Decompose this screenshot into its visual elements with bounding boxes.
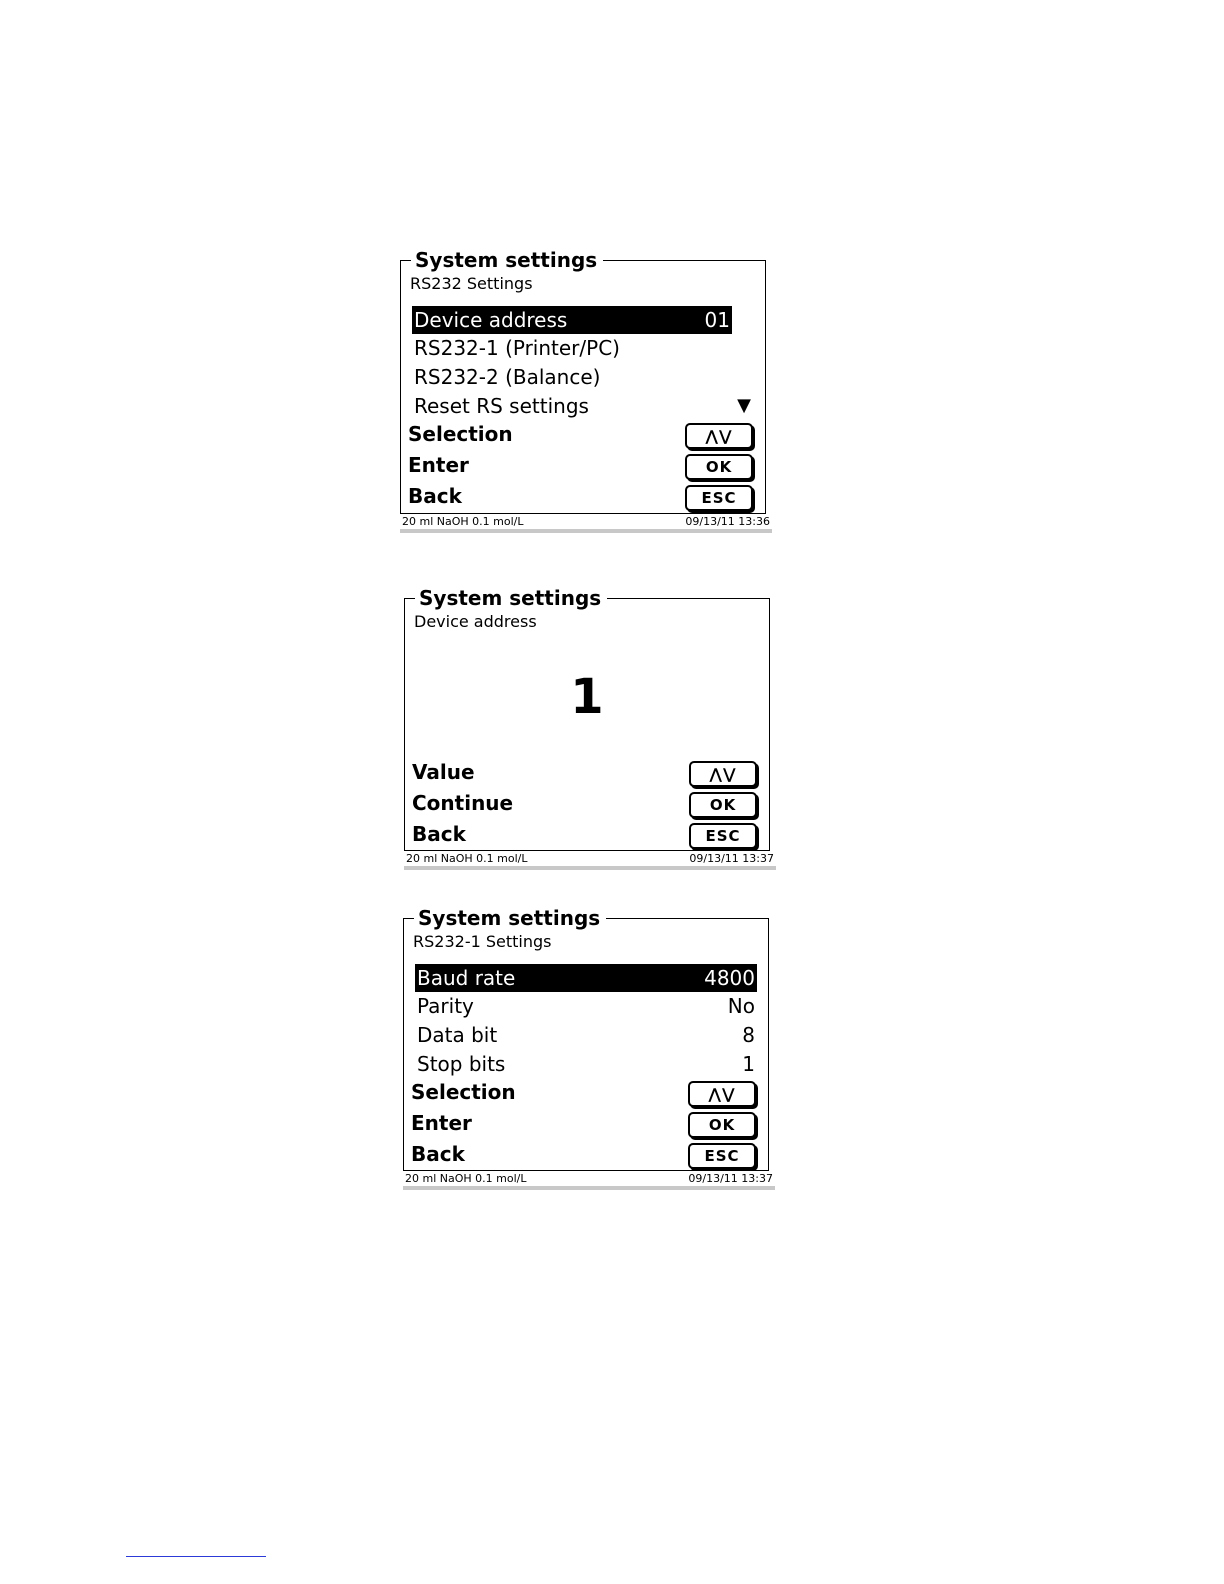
menu-item-value: 8 <box>742 1023 755 1047</box>
menu-item-stop-bits[interactable] <box>415 1050 757 1078</box>
menu-item-value: 01 <box>704 308 730 332</box>
screen-frame <box>404 586 770 851</box>
key-label-back: Back <box>412 822 466 846</box>
menu-item-value: 1 <box>742 1052 755 1076</box>
menu-item-rs232-2[interactable] <box>412 363 732 391</box>
menu-item-baud-rate[interactable] <box>415 964 757 992</box>
status-reagent: 20 ml NaOH 0.1 mol/L <box>402 515 524 528</box>
ok-key-button[interactable]: OK <box>688 1112 756 1138</box>
menu-item-label: Data bit <box>417 1023 498 1047</box>
menu-item-label: Device address <box>414 308 568 332</box>
device-address-value: 1 <box>570 669 604 725</box>
menu-item-parity[interactable] <box>415 992 757 1020</box>
esc-key-button[interactable]: ESC <box>689 823 757 849</box>
menu-item-reset-rs-settings[interactable] <box>412 392 732 420</box>
scroll-down-icon: ▼ <box>737 395 751 416</box>
key-label-back: Back <box>408 484 462 508</box>
key-label-value: Value <box>412 760 475 784</box>
status-bar <box>403 1172 775 1190</box>
ok-key-button[interactable]: OK <box>689 792 757 818</box>
status-reagent: 20 ml NaOH 0.1 mol/L <box>405 1172 527 1185</box>
status-bar <box>404 852 776 870</box>
screen-subtitle: Device address <box>414 612 537 631</box>
menu-item-label: Parity <box>417 994 474 1018</box>
menu-item-device-address[interactable] <box>412 306 732 334</box>
esc-key-button[interactable]: ESC <box>685 485 753 511</box>
screen-frame <box>403 906 769 1171</box>
key-label-continue: Continue <box>412 791 514 815</box>
up-down-key-button[interactable]: ⋀⋁ <box>689 761 757 787</box>
screen-subtitle: RS232-1 Settings <box>413 932 552 951</box>
menu-item-rs232-1[interactable] <box>412 334 732 362</box>
key-label-back: Back <box>411 1142 465 1166</box>
key-label-selection: Selection <box>408 422 513 446</box>
screen-title: System settings <box>411 249 603 271</box>
menu-item-value: 4800 <box>704 966 755 990</box>
menu-item-label: Baud rate <box>417 966 516 990</box>
status-datetime: 09/13/11 13:37 <box>688 1172 773 1185</box>
screen-title: System settings <box>415 587 607 609</box>
key-label-selection: Selection <box>411 1080 516 1104</box>
ok-key-button[interactable]: OK <box>685 454 753 480</box>
status-bar <box>400 515 772 533</box>
menu-item-value: No <box>727 994 755 1018</box>
menu-item-label: Reset RS settings <box>414 394 589 418</box>
status-reagent: 20 ml NaOH 0.1 mol/L <box>406 852 528 865</box>
menu-item-label: RS232-1 (Printer/PC) <box>414 336 620 360</box>
status-datetime: 09/13/11 13:37 <box>689 852 774 865</box>
screen-subtitle: RS232 Settings <box>410 274 533 293</box>
esc-key-button[interactable]: ESC <box>688 1143 756 1169</box>
screen-title: System settings <box>414 907 606 929</box>
menu-item-label: RS232-2 (Balance) <box>414 365 601 389</box>
screen-frame <box>400 248 766 514</box>
menu-item-label: Stop bits <box>417 1052 506 1076</box>
menu-item-data-bit[interactable] <box>415 1021 757 1049</box>
up-down-key-button[interactable]: ⋀⋁ <box>685 423 753 449</box>
up-down-key-button[interactable]: ⋀⋁ <box>688 1081 756 1107</box>
status-datetime: 09/13/11 13:36 <box>685 515 770 528</box>
footnote-separator <box>126 1556 266 1557</box>
key-label-enter: Enter <box>411 1111 472 1135</box>
key-label-enter: Enter <box>408 453 469 477</box>
